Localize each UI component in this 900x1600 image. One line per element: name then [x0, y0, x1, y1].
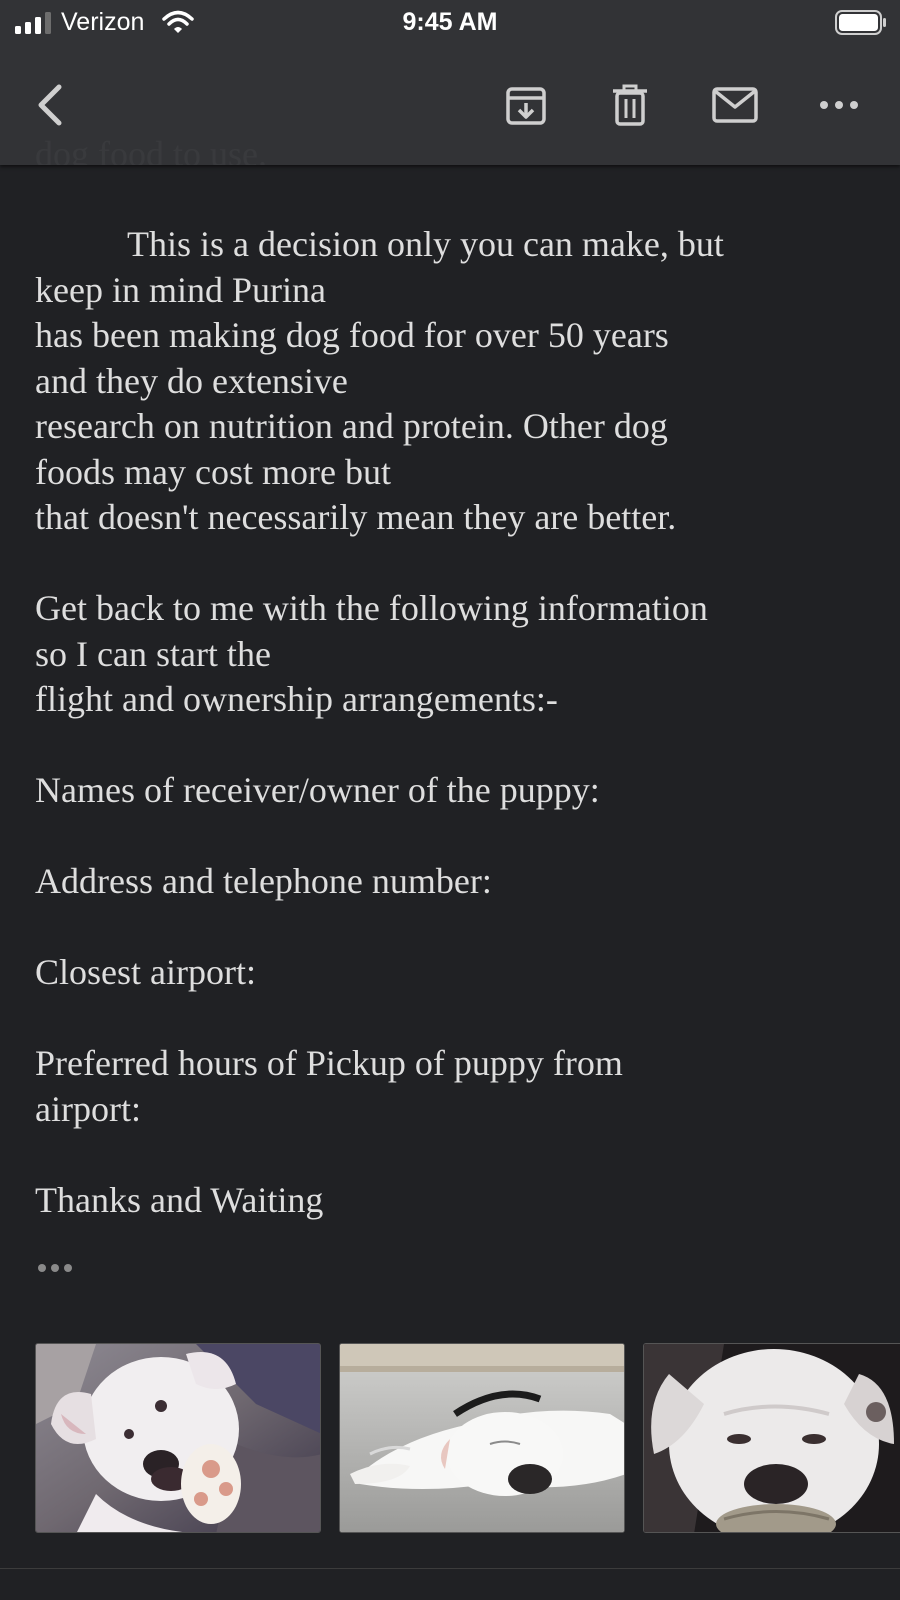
- email-body: [35, 0, 885, 1223]
- more-horizontal-icon: [819, 99, 859, 111]
- archive-icon: [504, 83, 548, 127]
- email-line: Address and telephone number:: [35, 861, 492, 901]
- envelope-icon: [712, 87, 758, 123]
- email-line: [35, 1132, 885, 1178]
- bottom-divider: [0, 1568, 900, 1569]
- email-line: [35, 905, 885, 951]
- email-line: [35, 723, 885, 769]
- attachment-thumbnail[interactable]: [35, 1343, 321, 1533]
- email-line: Preferred hours of Pickup of puppy from: [35, 1043, 623, 1083]
- email-line: Get back to me with the following information: [35, 588, 708, 628]
- back-button[interactable]: [22, 78, 76, 132]
- attachment-thumbnail[interactable]: [643, 1343, 900, 1533]
- puppy-photo-2: [340, 1344, 625, 1533]
- battery-icon: [835, 10, 887, 35]
- email-line: This is a decision only you can make, but: [127, 224, 724, 264]
- archive-button[interactable]: [499, 78, 553, 132]
- trash-icon: [610, 83, 650, 127]
- email-line: that doesn't necessarily mean they are better.: [35, 497, 677, 537]
- ellipsis-icon: [36, 1258, 76, 1278]
- status-bar: [0, 0, 900, 46]
- email-line: Closest airport:: [35, 952, 256, 992]
- email-line: [35, 814, 885, 860]
- email-line: has been making dog food for over 50 years: [35, 315, 669, 355]
- puppy-photo-1: [36, 1344, 321, 1533]
- more-options-button[interactable]: [812, 78, 866, 132]
- email-line: airport:: [35, 1088, 141, 1129]
- carrier-name: Verizon: [61, 8, 145, 36]
- email-line: so I can start the: [35, 633, 271, 674]
- status-time: 9:45 AM: [402, 8, 498, 36]
- email-line: research on nutrition and protein. Other dog: [35, 406, 668, 446]
- attachment-thumbnail[interactable]: [339, 1343, 625, 1533]
- email-line: [35, 996, 885, 1042]
- email-line: Names of receiver/owner of the puppy:: [35, 770, 600, 810]
- email-line: Thanks and Waiting: [35, 1179, 324, 1220]
- email-line: foods may cost more but: [35, 451, 391, 492]
- show-quoted-text-button[interactable]: [36, 1258, 76, 1278]
- email-line: flight and ownership arrangements:-: [35, 679, 558, 719]
- attachments-strip: [0, 1343, 900, 1535]
- chevron-left-icon: [29, 81, 69, 129]
- puppy-photo-3: [644, 1344, 900, 1533]
- email-line: keep in mind Purina: [35, 269, 326, 310]
- mark-unread-button[interactable]: [708, 78, 762, 132]
- email-line: [35, 541, 885, 587]
- delete-button[interactable]: [603, 78, 657, 132]
- email-line: and they do extensive: [35, 360, 348, 401]
